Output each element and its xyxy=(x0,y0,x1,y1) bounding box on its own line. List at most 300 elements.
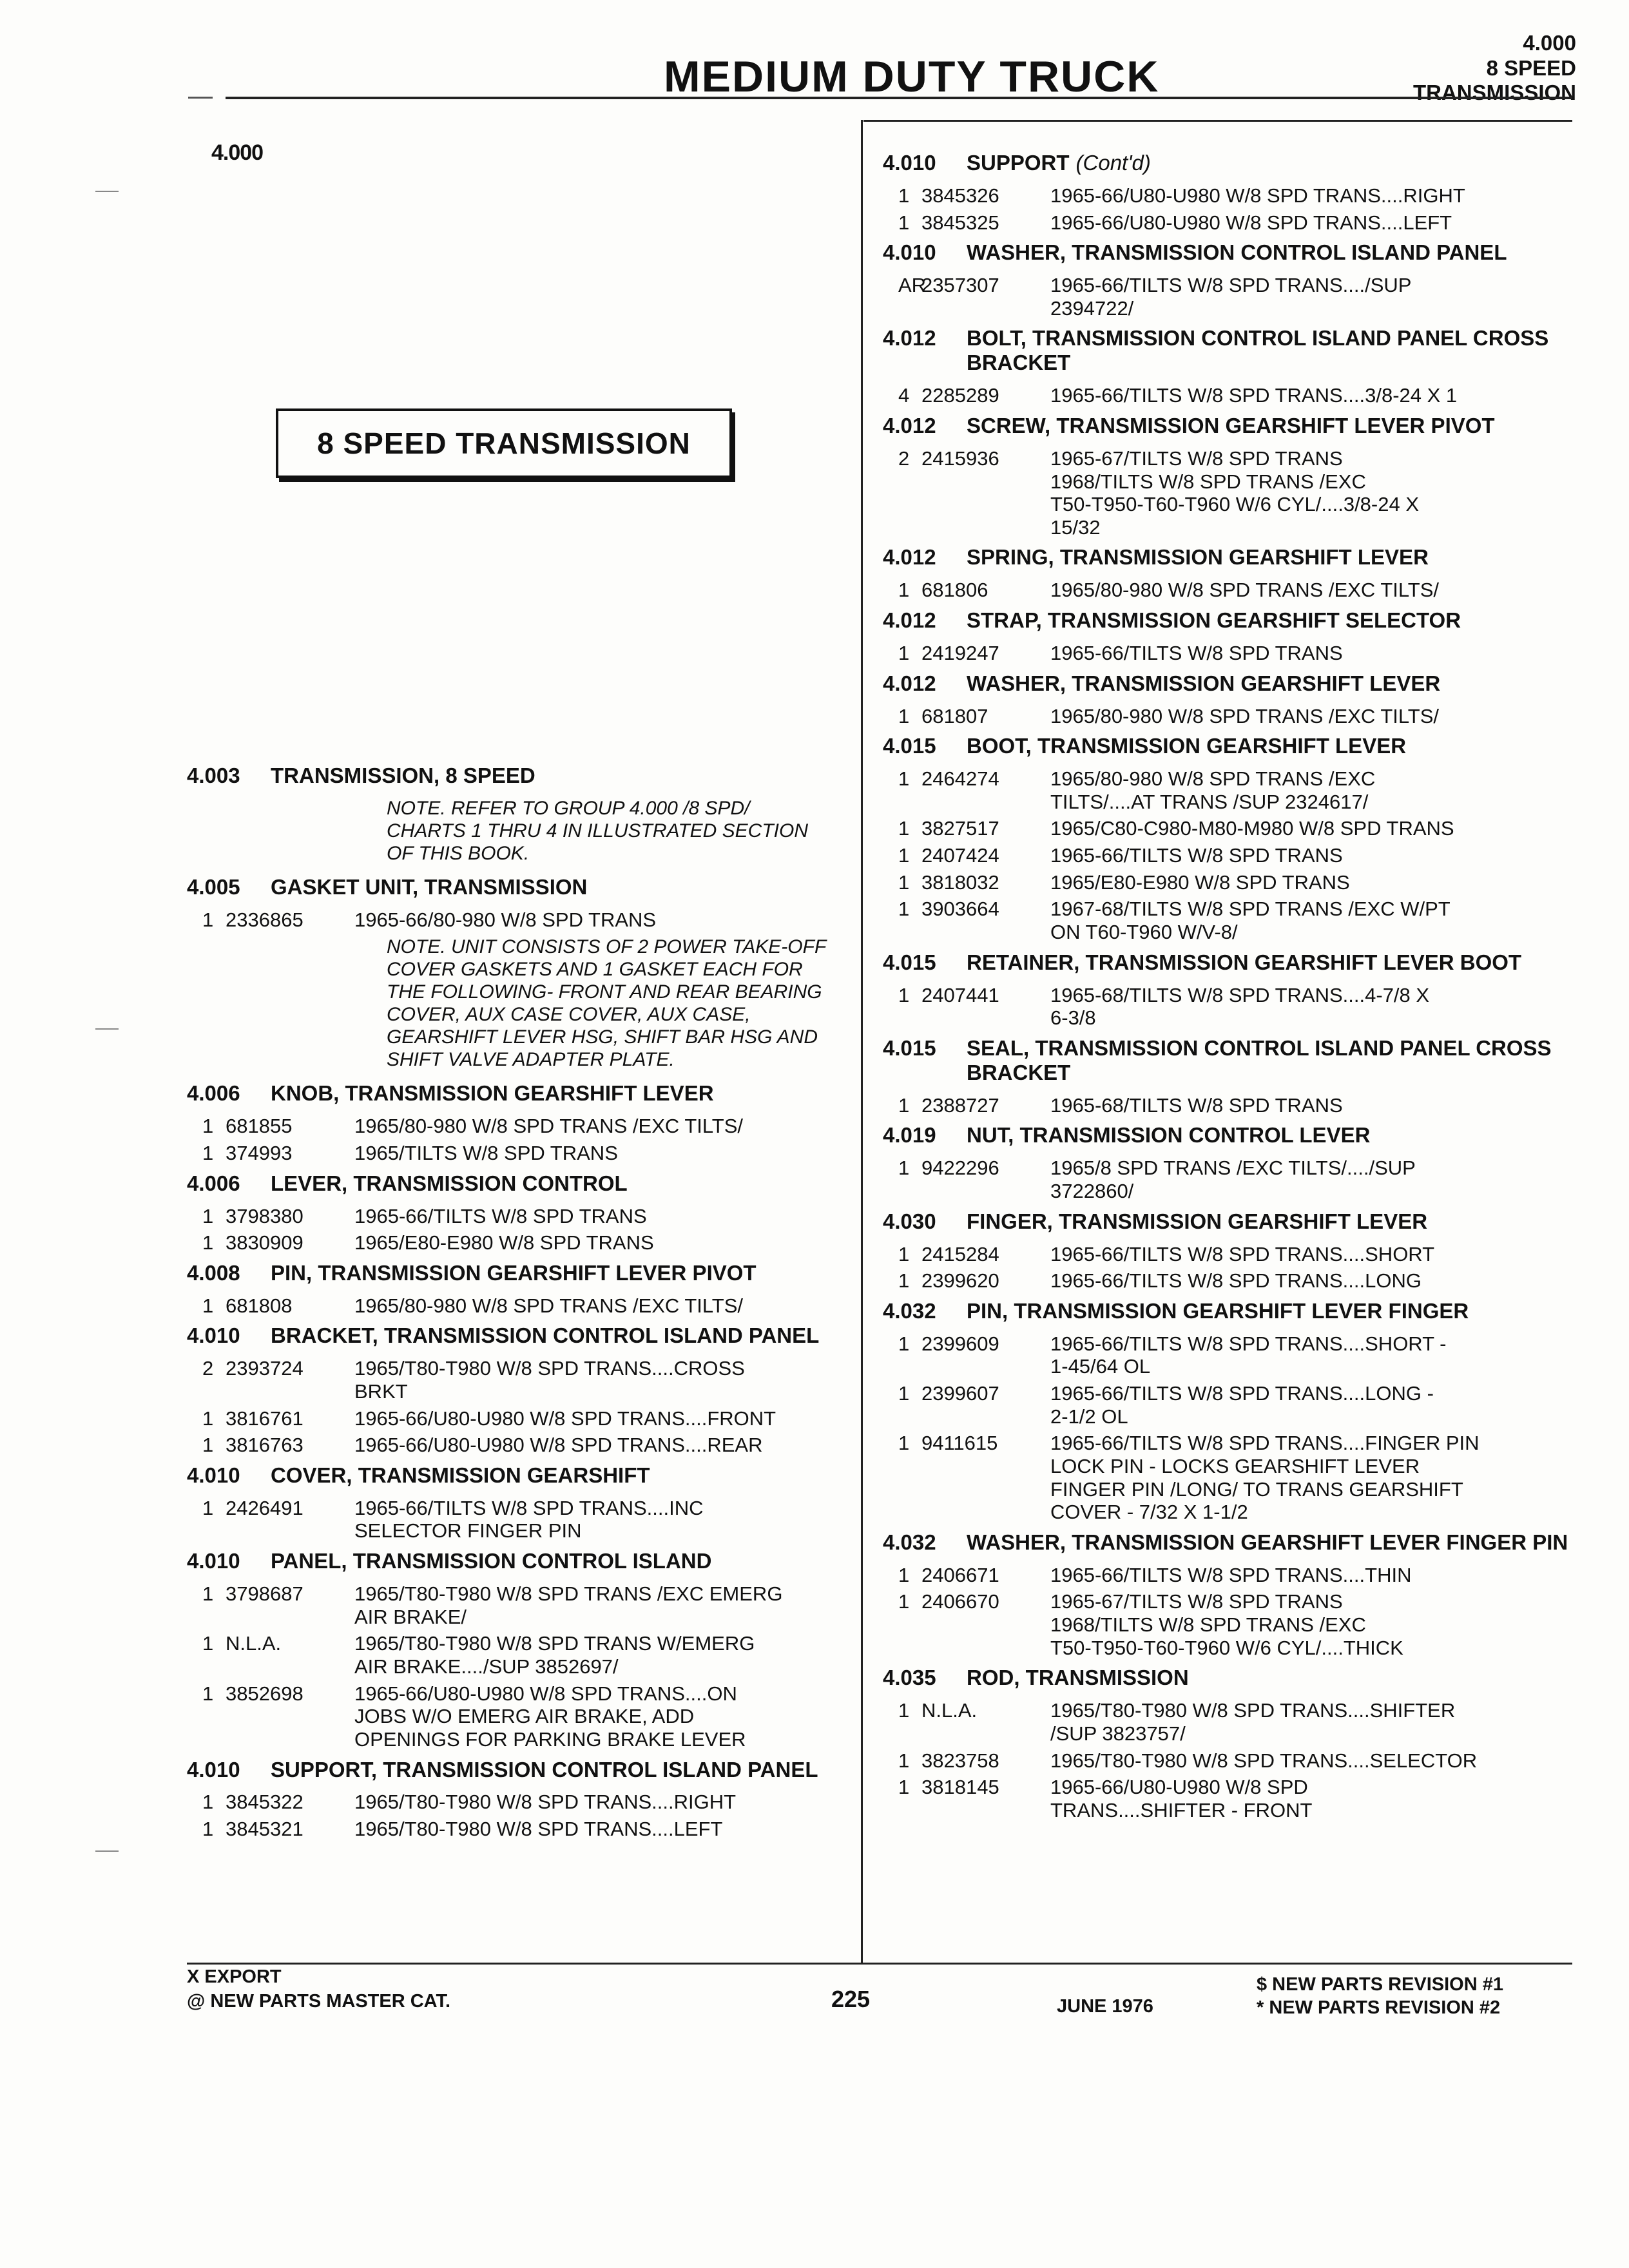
entry-heading xyxy=(883,151,1579,175)
group-code: 4.030 xyxy=(883,1209,936,1233)
entry-title: BOLT, TRANSMISSION CONTROL ISLAND PANEL CROSS BRACKET xyxy=(967,326,1549,375)
part-number: 2426491 xyxy=(226,1496,304,1519)
quantity: 1 xyxy=(898,1749,910,1772)
part-number: 2415936 xyxy=(921,447,999,470)
entry-title-wrap xyxy=(967,671,1579,696)
page-title: MEDIUM DUTY TRUCK xyxy=(664,52,1160,101)
part-number: 2407424 xyxy=(921,844,999,867)
catalog-entry xyxy=(187,1758,857,1841)
entry-heading xyxy=(883,240,1579,265)
part-number: 3816763 xyxy=(226,1434,304,1457)
part-number: 3798687 xyxy=(226,1582,304,1606)
entry-title-wrap xyxy=(271,1549,857,1573)
group-code: 4.032 xyxy=(883,1530,936,1554)
entry-heading xyxy=(883,734,1579,758)
entry-heading xyxy=(187,1171,857,1196)
footer-rule xyxy=(187,1963,1572,1965)
entry-title-wrap xyxy=(271,1463,857,1488)
part-row xyxy=(883,184,1579,207)
catalog-entry xyxy=(187,1323,857,1457)
entry-heading xyxy=(187,1463,857,1488)
part-description: 1965-66/TILTS W/8 SPD TRANS xyxy=(354,1204,647,1227)
part-row xyxy=(187,1407,857,1430)
group-code: 4.010 xyxy=(187,1757,240,1782)
part-number: 9422296 xyxy=(921,1157,999,1180)
group-number: 4.000 xyxy=(211,140,264,165)
part-number: 2415284 xyxy=(921,1242,999,1265)
part-number: 681855 xyxy=(226,1115,293,1138)
entry-heading xyxy=(187,1549,857,1573)
quantity: 1 xyxy=(202,1791,214,1814)
part-row xyxy=(187,1434,857,1457)
part-description: 1965-66/TILTS W/8 SPD TRANS..../SUP 2394722/ xyxy=(1050,274,1412,320)
left-column xyxy=(187,764,857,1847)
part-row xyxy=(187,1142,857,1165)
catalog-entry xyxy=(883,326,1579,407)
catalog-entry xyxy=(883,240,1579,320)
quantity: 1 xyxy=(898,1699,910,1722)
part-number: 3798380 xyxy=(226,1204,304,1227)
entry-heading xyxy=(883,1666,1579,1690)
part-row xyxy=(187,1791,857,1814)
part-description: 1965/80-980 W/8 SPD TRANS /EXC TILTS/....AT TRANS /SUP 2324617/ xyxy=(1050,767,1376,813)
part-number: 2336865 xyxy=(226,908,304,932)
catalog-entry xyxy=(883,1036,1579,1117)
catalog-entry xyxy=(883,1123,1579,1202)
part-description: 1965-66/TILTS W/8 SPD TRANS....LONG xyxy=(1050,1269,1422,1293)
part-description: 1965-66/U80-U980 W/8 SPD TRANS....REAR xyxy=(354,1434,763,1457)
group-code: 4.010 xyxy=(187,1549,240,1573)
entry-title: WASHER, TRANSMISSION CONTROL ISLAND PANEL xyxy=(967,240,1507,265)
entry-title: COVER, TRANSMISSION GEARSHIFT xyxy=(271,1463,650,1487)
entry-title: STRAP, TRANSMISSION GEARSHIFT SELECTOR xyxy=(967,608,1461,633)
binder-tick xyxy=(95,191,119,192)
entry-title-wrap xyxy=(967,545,1579,570)
part-row xyxy=(187,1294,857,1318)
entry-title-wrap xyxy=(967,1299,1579,1323)
entry-heading xyxy=(187,1758,857,1782)
part-row xyxy=(883,1382,1579,1428)
part-description: 1965/80-980 W/8 SPD TRANS /EXC TILTS/ xyxy=(354,1294,744,1317)
binder-tick xyxy=(95,1850,119,1852)
part-row xyxy=(883,1332,1579,1378)
part-row xyxy=(187,1632,857,1678)
catalog-entry xyxy=(883,1666,1579,1821)
entry-title: SUPPORT xyxy=(967,151,1070,175)
part-number: 681808 xyxy=(226,1294,293,1317)
part-row xyxy=(883,984,1579,1030)
quantity: 1 xyxy=(898,1157,910,1180)
catalog-entry xyxy=(187,1549,857,1751)
entry-title: BOOT, TRANSMISSION GEARSHIFT LEVER xyxy=(967,734,1407,758)
part-row xyxy=(883,642,1579,665)
entry-title-wrap xyxy=(271,764,857,788)
part-number: N.L.A. xyxy=(226,1632,282,1655)
quantity: 1 xyxy=(898,1332,910,1355)
part-number: 3845321 xyxy=(226,1818,304,1841)
part-row xyxy=(883,1590,1579,1659)
quantity: 4 xyxy=(898,384,910,407)
entry-title: FINGER, TRANSMISSION GEARSHIFT LEVER xyxy=(967,1209,1428,1233)
entry-title: SPRING, TRANSMISSION GEARSHIFT LEVER xyxy=(967,545,1429,570)
footer-revision-2: * NEW PARTS REVISION #2 xyxy=(1257,1997,1501,2018)
part-row xyxy=(883,447,1579,539)
part-description: 1965-66/TILTS W/8 SPD TRANS....SHORT xyxy=(1050,1242,1435,1265)
part-number: 2388727 xyxy=(921,1093,999,1117)
part-description: 1965-66/TILTS W/8 SPD TRANS xyxy=(1050,844,1343,867)
section-header xyxy=(1413,31,1576,106)
entry-title: GASKET UNIT, TRANSMISSION xyxy=(271,875,588,899)
entry-title: PIN, TRANSMISSION GEARSHIFT LEVER PIVOT xyxy=(271,1260,757,1285)
part-description: 1965-66/U80-U980 W/8 SPD TRANS....RIGHT xyxy=(1050,184,1465,207)
entry-heading xyxy=(883,1530,1579,1555)
part-row xyxy=(883,211,1579,235)
entry-title-wrap xyxy=(271,875,857,899)
entry-title: WASHER, TRANSMISSION GEARSHIFT LEVER xyxy=(967,671,1441,695)
quantity: 1 xyxy=(202,1682,214,1705)
entry-title: SCREW, TRANSMISSION GEARSHIFT LEVER PIVOT xyxy=(967,413,1495,437)
catalog-entry xyxy=(883,671,1579,728)
catalog-entry xyxy=(187,1081,857,1164)
quantity: 1 xyxy=(898,1093,910,1117)
entry-title-wrap xyxy=(271,1081,857,1106)
quantity: 1 xyxy=(898,844,910,867)
quantity: AR xyxy=(898,274,927,297)
part-row xyxy=(883,1157,1579,1202)
footer-master-cat: @ NEW PARTS MASTER CAT. xyxy=(187,1991,451,2012)
part-number: 3816761 xyxy=(226,1407,304,1430)
entry-title-wrap xyxy=(271,1758,857,1782)
group-code: 4.012 xyxy=(883,413,936,437)
part-description: 1965-66/TILTS W/8 SPD TRANS....THIN xyxy=(1050,1563,1412,1586)
entry-note: NOTE. UNIT CONSISTS OF 2 POWER TAKE-OFF COVER GASKETS AND 1 GASKET EACH FOR THE FOLLOWING- FRONT AND REAR BEARING COVER, AUX CASE COVER, AUX CASE, GEARSHIFT LEVER HSG, SHIFT BAR HSG AND SHIFT VALVE ADAPTER PLATE. xyxy=(387,936,826,1071)
group-code: 4.006 xyxy=(187,1171,240,1195)
group-code: 4.010 xyxy=(187,1323,240,1348)
part-description: 1965-66/80-980 W/8 SPD TRANS xyxy=(354,908,657,932)
footer-export: X EXPORT xyxy=(187,1966,282,1987)
part-number: 2399609 xyxy=(921,1332,999,1355)
entry-title: PIN, TRANSMISSION GEARSHIFT LEVER FINGER xyxy=(967,1298,1469,1323)
part-description: 1965-67/TILTS W/8 SPD TRANS 1968/TILTS W/8 SPD TRANS /EXC T50-T950-T60-T960 W/6 CYL/....THICK xyxy=(1050,1590,1403,1659)
part-row xyxy=(883,898,1579,943)
part-description: 1965/8 SPD TRANS /EXC TILTS/..../SUP 3722860/ xyxy=(1050,1157,1416,1202)
entry-heading xyxy=(187,764,857,788)
group-code: 4.015 xyxy=(883,734,936,758)
group-code: 4.012 xyxy=(883,545,936,570)
entry-title-wrap xyxy=(967,1666,1579,1690)
part-number: 2406671 xyxy=(921,1563,999,1586)
entry-title-wrap xyxy=(271,1261,857,1285)
entry-title-wrap xyxy=(967,1123,1579,1148)
catalog-entry xyxy=(187,1261,857,1318)
part-description: 1967-68/TILTS W/8 SPD TRANS /EXC W/PT ON T60-T960 W/V-8/ xyxy=(1050,898,1451,943)
part-number: 2393724 xyxy=(226,1357,304,1380)
group-code: 4.012 xyxy=(883,608,936,633)
entry-title: ROD, TRANSMISSION xyxy=(967,1666,1189,1690)
entry-heading xyxy=(187,1323,857,1348)
entry-title: BRACKET, TRANSMISSION CONTROL ISLAND PANEL xyxy=(271,1323,820,1348)
quantity: 1 xyxy=(898,1563,910,1586)
group-code: 4.012 xyxy=(883,326,936,351)
part-description: 1965-66/U80-U980 W/8 SPD TRANS....FRONT xyxy=(354,1407,776,1430)
part-number: 2464274 xyxy=(921,767,999,791)
quantity: 1 xyxy=(202,908,214,932)
quantity: 1 xyxy=(898,1590,910,1613)
quantity: 1 xyxy=(202,1818,214,1841)
quantity: 1 xyxy=(202,1115,214,1138)
part-row xyxy=(883,1749,1579,1773)
footer-revision-1: $ NEW PARTS REVISION #1 xyxy=(1257,1974,1503,1995)
quantity: 1 xyxy=(898,1242,910,1265)
part-description: 1965-68/TILTS W/8 SPD TRANS....4-7/8 X 6-3/8 xyxy=(1050,983,1430,1030)
part-row xyxy=(883,1564,1579,1587)
part-description: 1965/80-980 W/8 SPD TRANS /EXC TILTS/ xyxy=(1050,579,1440,602)
part-number: 2285289 xyxy=(921,384,999,407)
group-code: 4.010 xyxy=(883,240,936,265)
part-description: 1965/TILTS W/8 SPD TRANS xyxy=(354,1141,618,1164)
entry-heading xyxy=(883,671,1579,696)
part-number: 3845326 xyxy=(921,184,999,207)
quantity: 1 xyxy=(898,1432,910,1455)
part-description: 1965/T80-T980 W/8 SPD TRANS....CROSS BRKT xyxy=(354,1357,745,1403)
entry-heading xyxy=(883,950,1579,975)
part-row xyxy=(883,1776,1579,1821)
part-description: 1965/T80-T980 W/8 SPD TRANS....RIGHT xyxy=(354,1791,737,1814)
group-code: 4.012 xyxy=(883,671,936,695)
entry-title: PANEL, TRANSMISSION CONTROL ISLAND xyxy=(271,1549,712,1573)
binder-tick xyxy=(95,1028,119,1030)
quantity: 1 xyxy=(202,1204,214,1227)
catalog-entry xyxy=(187,875,857,1071)
part-row xyxy=(187,1582,857,1628)
part-row xyxy=(883,579,1579,602)
entry-heading xyxy=(883,1123,1579,1148)
part-row xyxy=(883,384,1579,407)
quantity: 1 xyxy=(202,1434,214,1457)
part-row xyxy=(187,1357,857,1403)
part-description: 1965/E80-E980 W/8 SPD TRANS xyxy=(354,1231,654,1254)
catalog-entry xyxy=(883,414,1579,539)
part-row xyxy=(883,274,1579,320)
entry-heading xyxy=(883,414,1579,438)
part-description: 1965-66/U80-U980 W/8 SPD TRANS....ON JOBS W/O EMERG AIR BRAKE, ADD OPENINGS FOR PARKING BRAKE LEVER xyxy=(354,1682,746,1751)
group-code: 4.003 xyxy=(187,764,240,787)
entry-note: NOTE. REFER TO GROUP 4.000 /8 SPD/ CHARTS 1 THRU 4 IN ILLUSTRATED SECTION OF THIS BOOK. xyxy=(387,797,808,865)
entry-heading xyxy=(883,545,1579,570)
entry-title-wrap xyxy=(967,414,1579,438)
entry-title-wrap xyxy=(967,240,1579,265)
part-number: 2399620 xyxy=(921,1269,999,1293)
catalog-entry xyxy=(883,545,1579,602)
quantity: 1 xyxy=(202,1141,214,1164)
part-description: 1965-66/TILTS W/8 SPD TRANS....3/8-24 X 1 xyxy=(1050,384,1458,407)
entry-title-wrap xyxy=(967,734,1579,758)
part-description: 1965-67/TILTS W/8 SPD TRANS 1968/TILTS W/8 SPD TRANS /EXC T50-T950-T60-T960 W/6 CYL/....3/8-24 X 15/32 xyxy=(1050,447,1420,539)
part-row xyxy=(187,1231,857,1254)
part-description: 1965/T80-T980 W/8 SPD TRANS....SELECTOR xyxy=(1050,1749,1478,1772)
part-number: 3845322 xyxy=(226,1791,304,1814)
part-number: 3818032 xyxy=(921,870,999,894)
part-number: 3852698 xyxy=(226,1682,304,1705)
part-number: 681807 xyxy=(921,704,988,727)
quantity: 1 xyxy=(898,767,910,791)
part-row xyxy=(883,1699,1579,1745)
entry-title: SEAL, TRANSMISSION CONTROL ISLAND PANEL CROSS BRACKET xyxy=(967,1035,1552,1084)
part-number: N.L.A. xyxy=(921,1699,978,1722)
entry-title-wrap xyxy=(967,1209,1579,1234)
part-description: 1965/T80-T980 W/8 SPD TRANS /EXC EMERG AIR BRAKE/ xyxy=(354,1582,783,1628)
catalog-entry xyxy=(883,1530,1579,1660)
quantity: 2 xyxy=(898,447,910,470)
part-number: 2419247 xyxy=(921,641,999,664)
entry-heading xyxy=(187,1261,857,1285)
quantity: 1 xyxy=(898,579,910,602)
header-rule xyxy=(226,97,1572,99)
part-number: 2399607 xyxy=(921,1382,999,1405)
part-row xyxy=(187,1115,857,1138)
part-number: 9411615 xyxy=(921,1432,998,1455)
part-row xyxy=(883,1432,1579,1524)
entry-title-wrap xyxy=(271,1323,857,1348)
group-code: 4.010 xyxy=(187,1463,240,1487)
entry-heading xyxy=(187,1081,857,1106)
quantity: 1 xyxy=(898,184,910,207)
part-description: 1965/T80-T980 W/8 SPD TRANS....SHIFTER /SUP 3823757/ xyxy=(1050,1699,1456,1745)
part-row xyxy=(187,1818,857,1841)
right-column xyxy=(883,151,1579,1828)
entry-title-wrap xyxy=(967,1036,1579,1085)
entry-title: TRANSMISSION, 8 SPEED xyxy=(271,764,535,787)
part-description: 1965-66/TILTS W/8 SPD TRANS....INC SELECTOR FINGER PIN xyxy=(354,1496,704,1542)
entry-heading xyxy=(883,1209,1579,1234)
group-code: 4.032 xyxy=(883,1298,936,1323)
entry-title: LEVER, TRANSMISSION CONTROL xyxy=(271,1171,628,1195)
part-description: 1965-66/TILTS W/8 SPD TRANS xyxy=(1050,641,1343,664)
entry-title-wrap xyxy=(967,950,1579,975)
section-number: 4.000 xyxy=(1523,31,1576,55)
quantity: 1 xyxy=(898,641,910,664)
part-description: 1965/T80-T980 W/8 SPD TRANS....LEFT xyxy=(354,1818,723,1841)
part-number: 2357307 xyxy=(921,274,999,297)
quantity: 1 xyxy=(898,983,910,1006)
quantity: 1 xyxy=(898,817,910,840)
part-number: 3823758 xyxy=(921,1749,999,1772)
part-row xyxy=(883,705,1579,728)
part-description: 1965/80-980 W/8 SPD TRANS /EXC TILTS/ xyxy=(1050,704,1440,727)
part-number: 2407441 xyxy=(921,983,999,1006)
part-row xyxy=(883,1269,1579,1293)
quantity: 1 xyxy=(898,1269,910,1293)
entry-title: SUPPORT, TRANSMISSION CONTROL ISLAND PANEL xyxy=(271,1757,818,1782)
entry-title: WASHER, TRANSMISSION GEARSHIFT LEVER FINGER PIN xyxy=(967,1530,1568,1554)
part-row xyxy=(187,1682,857,1751)
quantity: 1 xyxy=(202,1231,214,1254)
part-description: 1965-66/U80-U980 W/8 SPD TRANS....LEFT xyxy=(1050,211,1452,234)
part-description: 1965/E80-E980 W/8 SPD TRANS xyxy=(1050,870,1350,894)
part-number: 3830909 xyxy=(226,1231,304,1254)
entry-heading xyxy=(187,875,857,899)
group-code: 4.010 xyxy=(883,151,936,175)
catalog-entry xyxy=(187,1463,857,1542)
page-number: 225 xyxy=(831,1986,871,2012)
section-line-2: TRANSMISSION xyxy=(1412,81,1576,105)
header-rule-stub xyxy=(188,97,213,99)
quantity: 1 xyxy=(898,1382,910,1405)
footer-date: JUNE 1976 xyxy=(1057,1996,1153,2017)
part-row xyxy=(883,767,1579,813)
quantity: 1 xyxy=(202,1496,214,1519)
section-line-1: 8 SPEED xyxy=(1486,55,1576,80)
entry-title-wrap xyxy=(271,1171,857,1196)
entry-title-wrap xyxy=(967,151,1579,175)
quantity: 1 xyxy=(898,211,910,234)
part-number: 3903664 xyxy=(921,898,999,921)
part-description: 1965/80-980 W/8 SPD TRANS /EXC TILTS/ xyxy=(354,1115,744,1138)
group-code: 4.019 xyxy=(883,1123,936,1148)
part-description: 1965-66/U80-U980 W/8 SPD TRANS....SHIFTER - FRONT xyxy=(1050,1776,1313,1821)
catalog-entry xyxy=(883,151,1579,234)
catalog-entry xyxy=(187,1171,857,1254)
quantity: 1 xyxy=(898,1776,910,1799)
entry-heading xyxy=(883,608,1579,633)
part-row xyxy=(187,1497,857,1542)
quantity: 1 xyxy=(898,898,910,921)
entry-title-wrap xyxy=(967,1530,1579,1555)
part-description: 1965-66/TILTS W/8 SPD TRANS....SHORT - 1-45/64 OL xyxy=(1050,1332,1447,1378)
catalog-entry xyxy=(883,734,1579,943)
group-code: 4.008 xyxy=(187,1260,240,1285)
part-row xyxy=(187,908,857,932)
entry-title: RETAINER, TRANSMISSION GEARSHIFT LEVER BOOT xyxy=(967,950,1522,974)
quantity: 1 xyxy=(202,1582,214,1606)
entry-title-wrap xyxy=(967,326,1579,375)
part-description: 1965-68/TILTS W/8 SPD TRANS xyxy=(1050,1093,1343,1117)
part-row xyxy=(883,1094,1579,1117)
group-code: 4.006 xyxy=(187,1081,240,1106)
part-number: 681806 xyxy=(921,579,988,602)
part-number: 374993 xyxy=(226,1141,293,1164)
quantity: 1 xyxy=(202,1294,214,1317)
entry-heading xyxy=(883,326,1579,375)
quantity: 2 xyxy=(202,1357,214,1380)
group-code: 4.015 xyxy=(883,950,936,974)
entry-title: KNOB, TRANSMISSION GEARSHIFT LEVER xyxy=(271,1081,714,1106)
part-row xyxy=(883,871,1579,894)
part-description: 1965/T80-T980 W/8 SPD TRANS W/EMERG AIR BRAKE..../SUP 3852697/ xyxy=(354,1632,755,1678)
part-description: 1965-66/TILTS W/8 SPD TRANS....LONG - 2-1/2 OL xyxy=(1050,1382,1434,1428)
catalog-entry xyxy=(883,1209,1579,1293)
part-description: 1965-66/TILTS W/8 SPD TRANS....FINGER PIN LOCK PIN - LOCKS GEARSHIFT LEVER FINGER PIN /LONG/ TO TRANS GEARSHIFT COVER - 7/32 X 1-1/2 xyxy=(1050,1432,1480,1524)
part-number: 2406670 xyxy=(921,1590,999,1613)
catalog-entry xyxy=(883,950,1579,1030)
part-row xyxy=(187,1205,857,1228)
catalog-entry xyxy=(187,764,857,865)
quantity: 1 xyxy=(202,1407,214,1430)
quantity: 1 xyxy=(202,1632,214,1655)
group-code: 4.035 xyxy=(883,1666,936,1690)
right-column-rule xyxy=(863,120,1572,122)
part-number: 3845325 xyxy=(921,211,999,234)
part-description: 1965/C80-C980-M80-M980 W/8 SPD TRANS xyxy=(1050,817,1454,840)
entry-heading xyxy=(883,1036,1579,1085)
part-number: 3818145 xyxy=(921,1776,999,1799)
part-row xyxy=(883,1243,1579,1266)
entry-title-wrap xyxy=(967,608,1579,633)
group-code: 4.015 xyxy=(883,1035,936,1060)
quantity: 1 xyxy=(898,870,910,894)
column-divider xyxy=(861,120,863,1963)
part-number: 3827517 xyxy=(921,817,999,840)
